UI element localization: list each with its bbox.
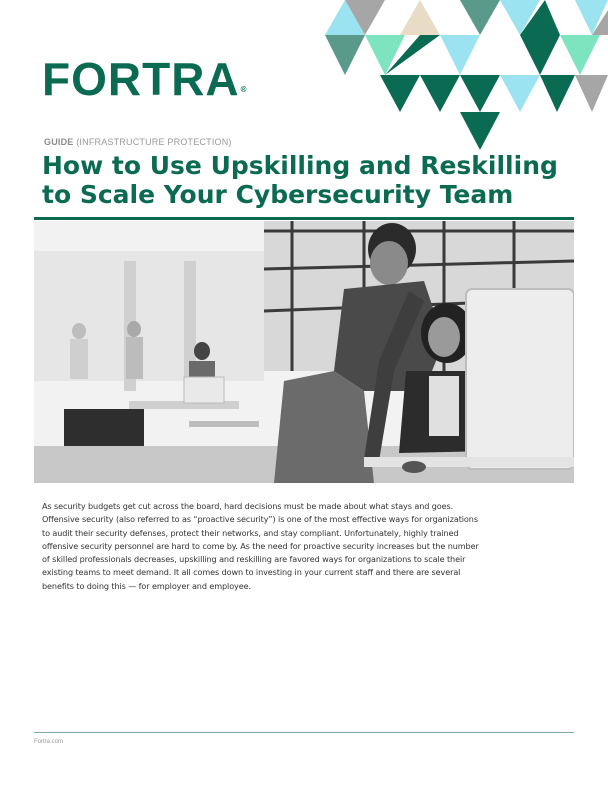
office-photo [34, 221, 574, 483]
guide-label: GUIDE (INFRASTRUCTURE PROTECTION) [44, 137, 232, 147]
intro-paragraph: As security budgets get cut across the board, hard decisions must be made about what stays and goes. Offensive security (also referred to as “proactive security”) is one of the most effective ways for organizations to audit their security defenses, protect their networks, and stay compliant. Unfortunately, highly trained offensive security personnel are hard to come by. As the need for proactive security increases but the number of skilled professionals decreases, upskilling and reskilling are favored ways for organizations to scale their existing teams to meet demand. It all comes down to investing in your current staff and there are several benefits to doing this — for employer and employee. [42, 501, 479, 591]
title-divider [34, 217, 574, 220]
office-photo-icon [34, 221, 574, 483]
footer-divider [34, 732, 574, 733]
footer-site-link[interactable]: Fortra.com [34, 739, 64, 745]
page-title: How to Use Upskilling and Reskilling to Scale Your Cybersecurity Team [42, 151, 558, 209]
registered-mark-icon: ® [240, 85, 248, 94]
fortra-logo: FORTRA® [42, 53, 248, 105]
